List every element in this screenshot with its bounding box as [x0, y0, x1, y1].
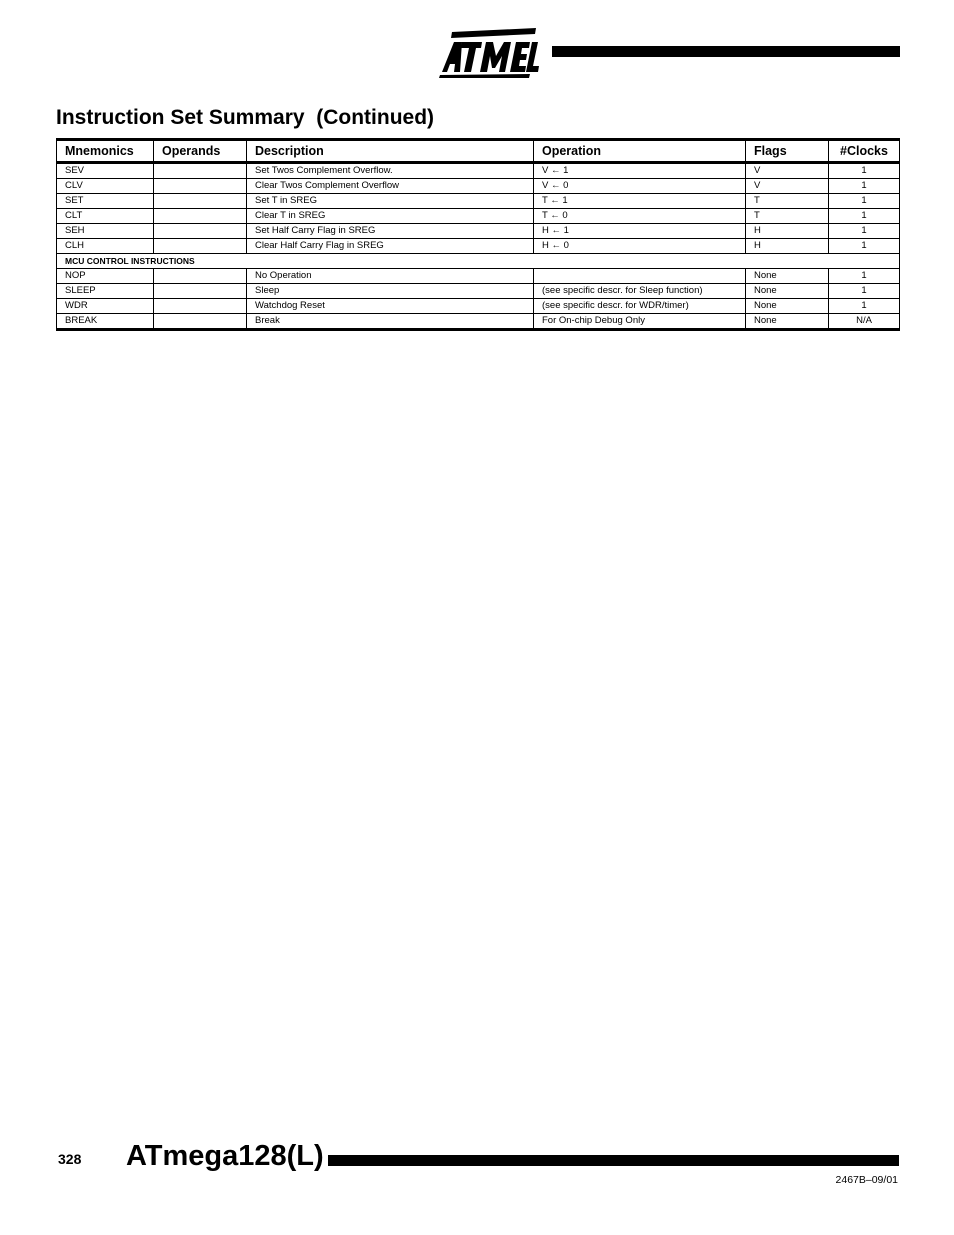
cell-operation: V ← 1: [534, 163, 746, 179]
cell-clocks: N/A: [829, 314, 900, 330]
cell-clocks: 1: [829, 194, 900, 209]
page-number: 328: [58, 1151, 82, 1167]
cell-mnemonic: WDR: [57, 299, 154, 314]
column-header-mnemonics: Mnemonics: [57, 140, 154, 163]
table-row: [57, 314, 900, 330]
cell-flags: H: [746, 224, 829, 239]
table-row: [57, 239, 900, 254]
cell-clocks: 1: [829, 163, 900, 179]
cell-operands: [154, 314, 247, 330]
cell-operands: [154, 269, 247, 284]
cell-clocks: 1: [829, 224, 900, 239]
cell-flags: None: [746, 299, 829, 314]
column-header-operands: Operands: [154, 140, 247, 163]
cell-flags: V: [746, 163, 829, 179]
table-row: [57, 163, 900, 179]
cell-description: Set Half Carry Flag in SREG: [247, 224, 534, 239]
cell-mnemonic: CLV: [57, 179, 154, 194]
table-header-row: [57, 140, 900, 163]
footer-rule: [328, 1155, 899, 1166]
cell-mnemonic: CLH: [57, 239, 154, 254]
table-row: [57, 269, 900, 284]
cell-operands: [154, 163, 247, 179]
cell-operation: H ← 1: [534, 224, 746, 239]
column-header-operation: Operation: [534, 140, 746, 163]
cell-flags: None: [746, 269, 829, 284]
cell-description: Watchdog Reset: [247, 299, 534, 314]
cell-mnemonic: SEH: [57, 224, 154, 239]
cell-description: Clear Half Carry Flag in SREG: [247, 239, 534, 254]
cell-mnemonic: NOP: [57, 269, 154, 284]
cell-operation: (see specific descr. for Sleep function): [534, 284, 746, 299]
cell-clocks: 1: [829, 269, 900, 284]
cell-operation: H ← 0: [534, 239, 746, 254]
cell-flags: T: [746, 209, 829, 224]
table-row: [57, 209, 900, 224]
instruction-set-table: [56, 138, 900, 331]
cell-description: No Operation: [247, 269, 534, 284]
section-title: Instruction Set Summary (Continued): [56, 106, 435, 129]
document-code: 2467B–09/01: [835, 1174, 898, 1186]
cell-mnemonic: SEV: [57, 163, 154, 179]
column-header-description: Description: [247, 140, 534, 163]
table-row: [57, 224, 900, 239]
cell-flags: None: [746, 314, 829, 330]
cell-description: Set T in SREG: [247, 194, 534, 209]
cell-clocks: 1: [829, 239, 900, 254]
cell-operation: [534, 269, 746, 284]
cell-description: Break: [247, 314, 534, 330]
cell-operation: For On-chip Debug Only: [534, 314, 746, 330]
cell-description: Set Twos Complement Overflow.: [247, 163, 534, 179]
cell-operands: [154, 179, 247, 194]
cell-clocks: 1: [829, 284, 900, 299]
cell-operands: [154, 299, 247, 314]
cell-flags: None: [746, 284, 829, 299]
cell-description: Sleep: [247, 284, 534, 299]
atmel-logo: [438, 28, 540, 78]
cell-operation: T ← 1: [534, 194, 746, 209]
table-row: [57, 179, 900, 194]
cell-mnemonic: BREAK: [57, 314, 154, 330]
cell-operands: [154, 284, 247, 299]
cell-operands: [154, 224, 247, 239]
cell-clocks: 1: [829, 299, 900, 314]
table-row: [57, 284, 900, 299]
table-row: [57, 194, 900, 209]
cell-operation: V ← 0: [534, 179, 746, 194]
cell-operands: [154, 209, 247, 224]
cell-mnemonic: SET: [57, 194, 154, 209]
cell-mnemonic: CLT: [57, 209, 154, 224]
cell-flags: T: [746, 194, 829, 209]
cell-operands: [154, 239, 247, 254]
column-header-clocks: #Clocks: [829, 140, 900, 163]
cell-flags: H: [746, 239, 829, 254]
cell-clocks: 1: [829, 209, 900, 224]
cell-description: Clear T in SREG: [247, 209, 534, 224]
table-row: [57, 299, 900, 314]
section-heading-mcu-control: MCU CONTROL INSTRUCTIONS: [57, 254, 900, 269]
cell-description: Clear Twos Complement Overflow: [247, 179, 534, 194]
cell-operation: (see specific descr. for WDR/timer): [534, 299, 746, 314]
column-header-flags: Flags: [746, 140, 829, 163]
document-title: ATmega128(L): [126, 1140, 324, 1172]
cell-mnemonic: SLEEP: [57, 284, 154, 299]
header-rule: [552, 46, 900, 57]
cell-operation: T ← 0: [534, 209, 746, 224]
cell-clocks: 1: [829, 179, 900, 194]
cell-operands: [154, 194, 247, 209]
cell-flags: V: [746, 179, 829, 194]
table-section-row: [57, 254, 900, 269]
